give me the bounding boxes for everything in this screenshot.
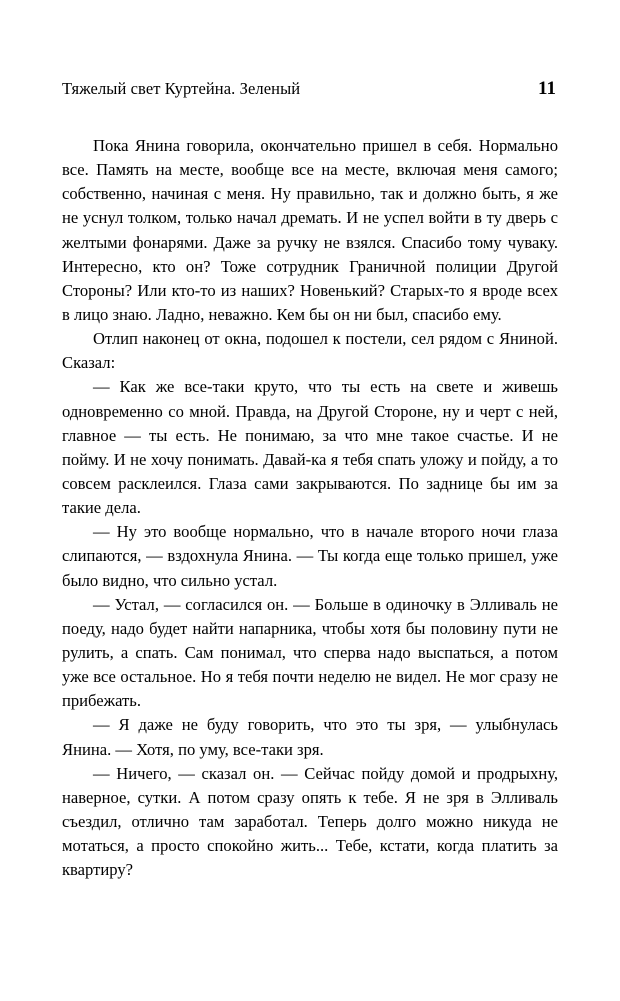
running-title: Тяжелый свет Куртейна. Зеленый xyxy=(62,79,301,98)
paragraph: — Как же все-таки круто, что ты есть на свете и живешь одновременно со мной. Правда, на Другой Стороне, ну и черт с ней, главное — ты есть. Не понимаю, за что мне такое счастье. И не пойму. И не хочу понимать. Давай-ка я тебя спать уложу и пойду, а то совсем расклеился. Глаза сами закрываются. По заднице бы им за такие дела. xyxy=(62,377,558,518)
paragraph: — Ну это вообще нормально, что в начале второго ночи глаза слипаются, — вздохнула Янина. — Ты когда еще только пришел, уже было видно, что сильно устал. xyxy=(62,522,558,590)
paragraph: — Ничего, — сказал он. — Сейчас пойду домой и продрыхну, наверное, сутки. А потом сразу опять к тебе. Я не зря в Элливаль съездил, отлично там заработал. Теперь долго можно никуда не мотаться, а просто спокойно жить... Тебе, кстати, когда платить за квартиру? xyxy=(62,763,558,880)
running-head xyxy=(62,78,558,100)
page-number: 11 xyxy=(538,78,556,99)
paragraph: Пока Янина говорила, окончательно пришел в себя. Нормально все. Память на месте, вообще все на месте, включая меня самого; собственно, начиная с меня. Ну правильно, так и должно быть, я же не уснул толком, только начал дремать. И не успел войти в ту дверь с желтыми фонарями. Даже за ручку не взялся. Спасибо тому чуваку. Интересно, кто он? Тоже сотрудник Граничной полиции Другой Стороны? Или кто-то из наших? Новенький? Старых-то я вроде всех в лицо знаю. Ладно, неважно. Кем бы он ни был, спасибо ему. xyxy=(62,136,558,324)
paragraph: — Устал, — согласился он. — Больше в одиночку в Элливаль не поеду, надо будет найти напарника, чтобы хотя бы половину пути не рулить, а спать. Сам понимал, что сперва надо выспаться, а потом уже все остальное. Но я тебя почти неделю не видел. Не мог сразу не прибежать. xyxy=(62,594,558,711)
paragraph: Отлип наконец от окна, подошел к постели, сел рядом с Яниной. Сказал: xyxy=(62,329,558,373)
paragraph: — Я даже не буду говорить, что это ты зря, — улыбнулась Янина. — Хотя, по уму, все-таки зря. xyxy=(62,715,558,759)
body-text xyxy=(62,134,558,882)
